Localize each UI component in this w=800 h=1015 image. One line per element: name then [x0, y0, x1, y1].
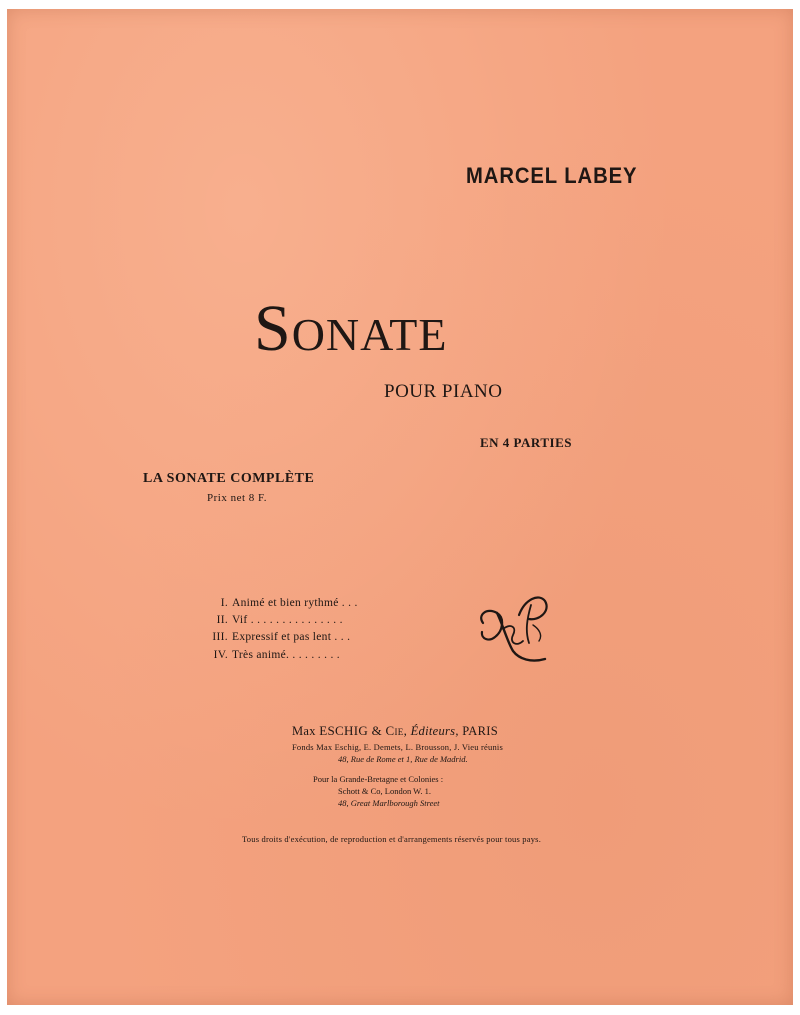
- movement-number: IV.: [213, 649, 228, 661]
- parts-count: EN 4 PARTIES: [480, 435, 572, 450]
- movement-title: Animé et bien rythmé . . .: [232, 597, 358, 609]
- movement-item: [190, 631, 350, 643]
- movement-title: Très animé. . . . . . . . .: [232, 649, 340, 661]
- instrument-subtitle: POUR PIANO: [384, 381, 503, 402]
- rights-notice: Tous droits d'exécution, de reproduction et d'arrangements réservés pour tous pays.: [242, 834, 542, 844]
- uk-distribution-label: Pour la Grande-Bretagne et Colonies :: [313, 774, 444, 784]
- movement-item: [190, 614, 343, 626]
- publisher-role: Éditeurs,: [410, 724, 459, 738]
- movement-title: Expressif et pas lent . . .: [232, 631, 351, 643]
- uk-publisher: Schott & Co, London W. 1.: [338, 786, 432, 796]
- movement-title: Vif . . . . . . . . . . . . . . .: [232, 614, 343, 626]
- publisher-fonds: Fonds Max Eschig, E. Demets, L. Brousson, J. Vieu réunis: [292, 742, 503, 752]
- composer-name: MARCEL LABEY: [466, 163, 638, 188]
- movement-number: II.: [216, 614, 228, 626]
- movement-item: [190, 597, 358, 609]
- complete-edition-price: Prix net 8 F.: [207, 492, 268, 504]
- publisher-line: [292, 723, 498, 739]
- movement-number: I.: [220, 597, 228, 609]
- work-title: Sonate: [254, 292, 448, 365]
- complete-edition-label: LA SONATE COMPLÈTE: [143, 471, 315, 486]
- movement-item: [190, 649, 340, 661]
- publisher-city: PARIS: [462, 724, 498, 738]
- score-cover: [7, 9, 793, 1005]
- publisher-name: ESCHIG & Cie,: [319, 723, 408, 738]
- publisher-prefix: Max: [292, 724, 316, 738]
- publisher-monogram-icon: [473, 585, 558, 670]
- movement-number: III.: [212, 631, 228, 643]
- uk-address: 48, Great Marlborough Street: [338, 798, 440, 808]
- publisher-address: 48, Rue de Rome et 1, Rue de Madrid.: [338, 754, 468, 764]
